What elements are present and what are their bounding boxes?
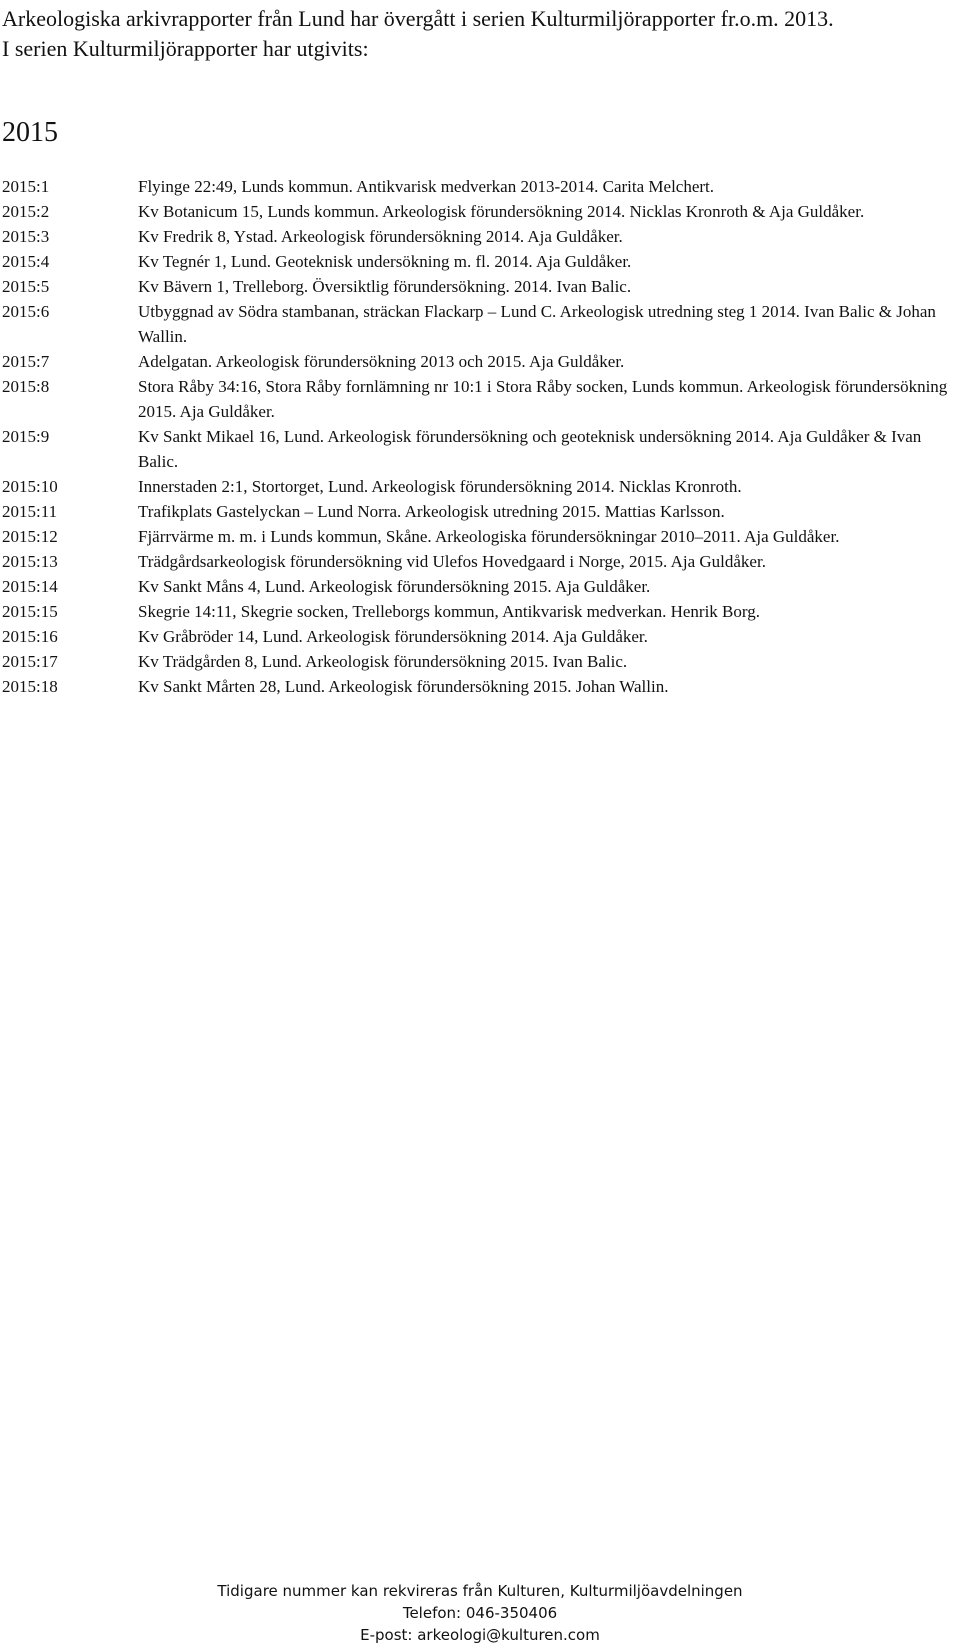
year-heading: 2015: [2, 117, 58, 148]
report-title: Kv Trädgården 8, Lund. Arkeologisk förundersökning 2015. Ivan Balic.: [138, 652, 628, 671]
report-number: 2015:14: [2, 577, 58, 596]
report-title: Kv Sankt Mårten 28, Lund. Arkeologisk förundersökning 2015. Johan Wallin.: [138, 677, 669, 696]
header-series-intro: I serien Kulturmiljörapporter har utgivits:: [2, 36, 369, 61]
report-number: 2015:5: [2, 277, 50, 296]
report-number: 2015:7: [2, 352, 50, 371]
report-entry: [2, 524, 957, 549]
report-list: [2, 174, 957, 699]
report-number: 2015:4: [2, 252, 50, 271]
report-entry: [2, 299, 957, 349]
report-number: 2015:8: [2, 377, 50, 396]
report-number: 2015:11: [2, 502, 58, 521]
report-title: Kv Sankt Måns 4, Lund. Arkeologisk förundersökning 2015. Aja Guldåker.: [138, 577, 651, 596]
report-title: Kv Gråbröder 14, Lund. Arkeologisk förundersökning 2014. Aja Guldåker.: [138, 627, 648, 646]
report-title: Adelgatan. Arkeologisk förundersökning 2013 och 2015. Aja Guldåker.: [138, 352, 625, 371]
report-number: 2015:9: [2, 427, 50, 446]
report-number: 2015:13: [2, 552, 58, 571]
report-title: Skegrie 14:11, Skegrie socken, Trelleborgs kommun, Antikvarisk medverkan. Henrik Borg.: [138, 602, 761, 621]
footer-ordering-info: Tidigare nummer kan rekvireras från Kulturen, Kulturmiljöavdelningen: [217, 1582, 743, 1600]
report-title: Trafikplats Gastelyckan – Lund Norra. Arkeologisk utredning 2015. Mattias Karlsson.: [138, 502, 725, 521]
report-entry: [2, 199, 957, 224]
report-entry: [2, 224, 957, 249]
report-title: Flyinge 22:49, Lunds kommun. Antikvarisk medverkan 2013-2014. Carita Melchert.: [138, 177, 715, 196]
report-number: 2015:6: [2, 302, 50, 321]
page-header: [2, 4, 952, 64]
report-number: 2015:17: [2, 652, 58, 671]
report-entry: [2, 674, 957, 699]
page-footer: [0, 1580, 960, 1646]
report-entry: [2, 474, 957, 499]
report-title: Utbyggnad av Södra stambanan, sträckan Flackarp – Lund C. Arkeologisk utredning steg 1 2014. Ivan Balic & Johan Wallin.: [138, 302, 936, 346]
report-number: 2015:3: [2, 227, 50, 246]
report-entry: [2, 374, 957, 424]
report-entry: [2, 599, 957, 624]
report-entry: [2, 574, 957, 599]
report-title: Kv Sankt Mikael 16, Lund. Arkeologisk förundersökning och geoteknisk undersökning 2014. Aja Guldåker & Ivan Balic.: [138, 427, 922, 471]
report-number: 2015:15: [2, 602, 58, 621]
report-entry: [2, 249, 957, 274]
header-notice: Arkeologiska arkivrapporter från Lund har övergått i serien Kulturmiljörapporter fr.o.m. 2013.: [2, 6, 834, 31]
footer-email: E-post: arkeologi@kulturen.com: [360, 1626, 600, 1644]
report-entry: [2, 349, 957, 374]
report-title: Trädgårdsarkeologisk förundersökning vid Ulefos Hovedgaard i Norge, 2015. Aja Guldåker.: [138, 552, 766, 571]
report-entry: [2, 424, 957, 474]
report-entry: [2, 624, 957, 649]
report-title: Fjärrvärme m. m. i Lunds kommun, Skåne. Arkeologiska förundersökningar 2010–2011. Aja Guldåker.: [138, 527, 840, 546]
report-entry: [2, 499, 957, 524]
report-title: Kv Fredrik 8, Ystad. Arkeologisk förundersökning 2014. Aja Guldåker.: [138, 227, 623, 246]
report-title: Kv Bävern 1, Trelleborg. Översiktlig förundersökning. 2014. Ivan Balic.: [138, 277, 632, 296]
report-title: Stora Råby 34:16, Stora Råby fornlämning nr 10:1 i Stora Råby socken, Lunds kommun. Arkeologisk förundersökning 2015. Aja Guldåker.: [138, 377, 948, 421]
footer-phone: Telefon: 046-350406: [402, 1604, 558, 1622]
report-number: 2015:10: [2, 477, 58, 496]
report-number: 2015:12: [2, 527, 58, 546]
report-entry: [2, 649, 957, 674]
report-number: 2015:18: [2, 677, 58, 696]
report-title: Innerstaden 2:1, Stortorget, Lund. Arkeologisk förundersökning 2014. Nicklas Kronroth.: [138, 477, 742, 496]
report-number: 2015:1: [2, 177, 50, 196]
report-title: Kv Tegnér 1, Lund. Geoteknisk undersökning m. fl. 2014. Aja Guldåker.: [138, 252, 632, 271]
report-entry: [2, 274, 957, 299]
report-number: 2015:16: [2, 627, 58, 646]
report-number: 2015:2: [2, 202, 50, 221]
report-entry: [2, 549, 957, 574]
report-entry: [2, 174, 957, 199]
report-title: Kv Botanicum 15, Lunds kommun. Arkeologisk förundersökning 2014. Nicklas Kronroth & Aja Guldåker.: [138, 202, 865, 221]
